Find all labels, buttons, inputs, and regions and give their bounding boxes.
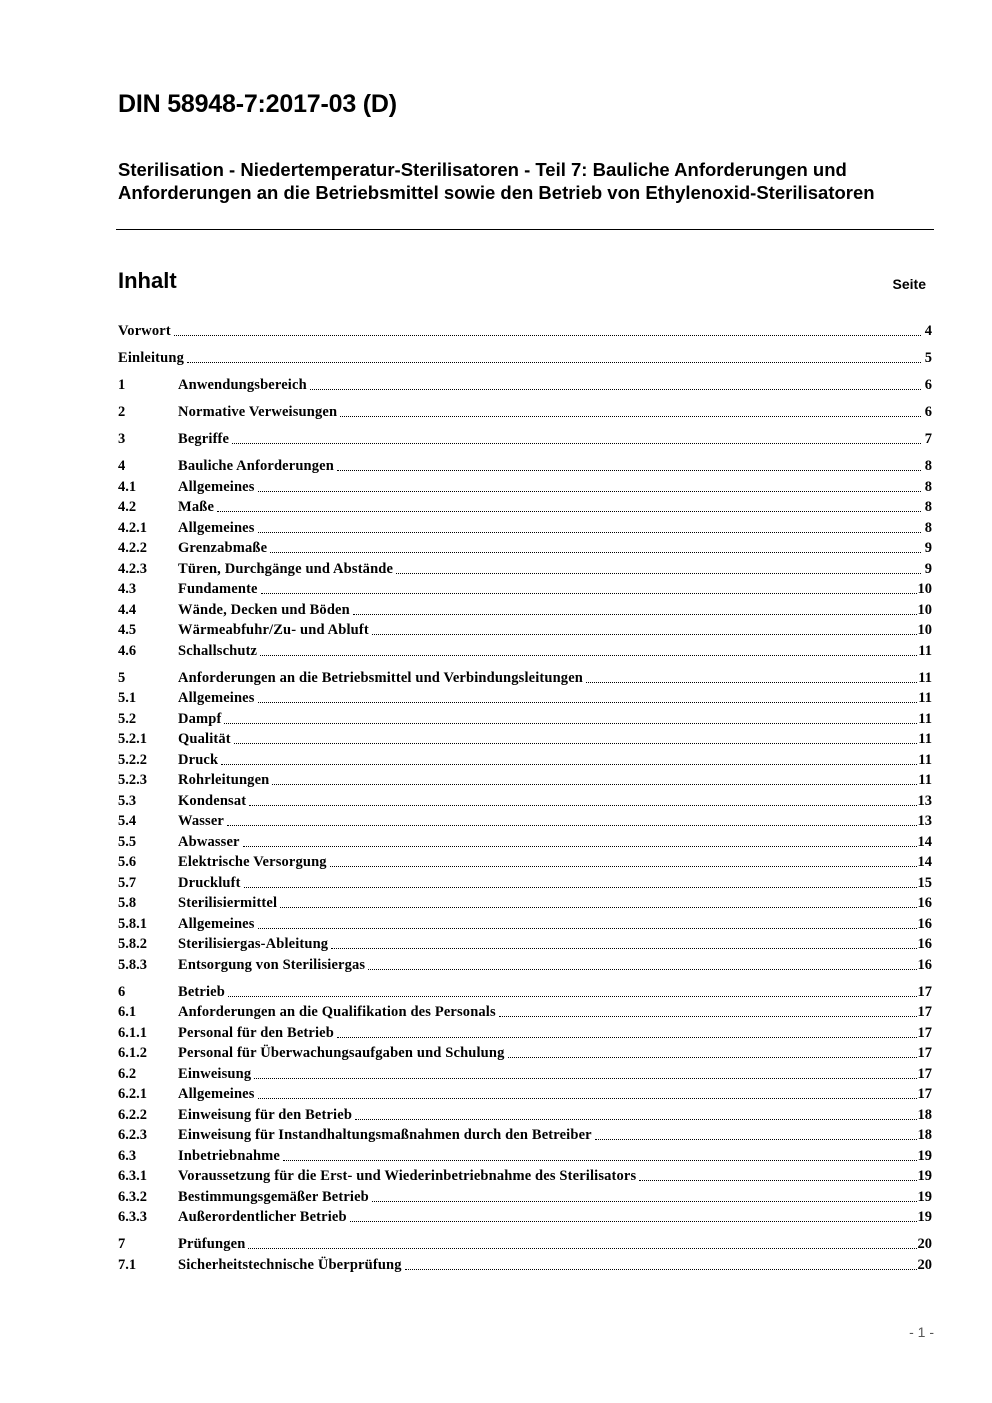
toc-entry-page: 5 bbox=[924, 350, 932, 366]
toc-entry-page: 10 bbox=[917, 601, 932, 618]
toc-entry-number: 2 bbox=[118, 404, 126, 420]
toc-entry[interactable] bbox=[118, 348, 932, 368]
toc-entry[interactable] bbox=[118, 402, 932, 422]
toc-entry-number: 4.2.3 bbox=[118, 560, 147, 577]
toc-entry-title: Qualität bbox=[178, 731, 231, 747]
toc-entry[interactable] bbox=[118, 873, 932, 893]
toc-entry-title: Vorwort bbox=[118, 323, 171, 339]
toc-entry-page: 10 bbox=[917, 622, 932, 638]
toc-entry-page: 4 bbox=[924, 323, 932, 339]
document-title: DIN 58948-7:2017-03 (D) bbox=[118, 90, 397, 118]
toc-entry-page: 7 bbox=[924, 431, 932, 447]
toc-entry-number: 4.4 bbox=[118, 601, 137, 618]
toc-entry-page: 6 bbox=[924, 404, 932, 420]
toc-entry-title: Rohrleitungen bbox=[178, 772, 270, 788]
toc-entry[interactable] bbox=[118, 709, 932, 729]
toc-entry-title: Kondensat bbox=[178, 792, 247, 809]
toc-entry[interactable] bbox=[118, 852, 932, 872]
toc-entry-title: Sterilisiermittel bbox=[178, 895, 278, 911]
toc-entry-number: 5.4 bbox=[118, 813, 137, 829]
toc-leader-dots bbox=[232, 442, 921, 444]
toc-entry-title: Normative Verweisungen bbox=[178, 404, 338, 420]
toc-entry-page: 16 bbox=[917, 936, 932, 952]
toc-entry[interactable] bbox=[118, 832, 932, 852]
toc-entry[interactable] bbox=[118, 1146, 932, 1166]
toc-entry[interactable] bbox=[118, 538, 932, 558]
toc-entry-title: Voraussetzung für die Erst- und Wiederinbetriebnahme des Sterilisators bbox=[178, 1168, 637, 1184]
toc-entry-title: Inbetriebnahme bbox=[178, 1147, 280, 1164]
toc-entry-title: Wasser bbox=[178, 813, 225, 829]
toc-entry-number: 5 bbox=[118, 669, 126, 686]
toc-leader-dots bbox=[270, 551, 921, 553]
toc-entry-number: 5.8 bbox=[118, 895, 137, 911]
toc-leader-dots bbox=[340, 415, 921, 417]
toc-entry-page: 19 bbox=[917, 1147, 932, 1164]
toc-entry-page: 17 bbox=[917, 1065, 932, 1082]
toc-entry-page: 11 bbox=[918, 669, 932, 686]
toc-leader-dots bbox=[499, 1015, 917, 1017]
toc-entry-title: Betrieb bbox=[178, 983, 225, 1000]
toc-entry-title: Prüfungen bbox=[178, 1236, 246, 1252]
toc-entry-title: Außerordentlicher Betrieb bbox=[178, 1209, 347, 1225]
toc-entry[interactable] bbox=[118, 1023, 932, 1043]
toc-entry-page: 10 bbox=[917, 581, 932, 597]
document-subtitle: Sterilisation - Niedertemperatur-Sterilisatoren - Teil 7: Bauliche Anforderungen und Anforderungen an die Betriebsmittel sowie den Betrieb von Ethylenoxid-Sterilisatoren bbox=[118, 159, 875, 203]
toc-entry-title: Einweisung für Instandhaltungsmaßnahmen durch den Betreiber bbox=[178, 1127, 592, 1143]
toc-entry[interactable] bbox=[118, 982, 932, 1002]
toc-entry-number: 3 bbox=[118, 431, 126, 447]
toc-entry[interactable] bbox=[118, 1043, 932, 1063]
toc-entry-page: 13 bbox=[917, 813, 932, 829]
toc-entry-page: 18 bbox=[917, 1127, 932, 1143]
toc-entry-number: 4.1 bbox=[118, 478, 137, 495]
toc-entry-number: 6.1.1 bbox=[118, 1024, 147, 1041]
toc-entry[interactable] bbox=[118, 456, 932, 476]
toc-entry-page: 11 bbox=[918, 731, 932, 747]
toc-entry[interactable] bbox=[118, 1207, 932, 1227]
toc-leader-dots bbox=[234, 742, 918, 744]
toc-leader-dots bbox=[355, 1118, 916, 1120]
toc-entry-page: 9 bbox=[924, 560, 932, 577]
toc-entry-title: Personal für den Betrieb bbox=[178, 1024, 334, 1041]
toc-leader-dots bbox=[248, 1247, 916, 1249]
toc-leader-dots bbox=[221, 763, 917, 765]
toc-entry-page: 20 bbox=[917, 1236, 932, 1252]
toc-leader-dots bbox=[260, 654, 917, 656]
toc-entry-page: 9 bbox=[924, 540, 932, 556]
toc-entry[interactable] bbox=[118, 1084, 932, 1104]
toc-entry-number: 4.5 bbox=[118, 622, 137, 638]
toc-leader-dots bbox=[372, 633, 917, 635]
toc-entry[interactable] bbox=[118, 1125, 932, 1145]
toc-entry[interactable] bbox=[118, 729, 932, 749]
toc-entry-title: Fundamente bbox=[178, 581, 258, 597]
toc-entry-title: Entsorgung von Sterilisiergas bbox=[178, 956, 366, 973]
toc-entry-page: 17 bbox=[917, 1045, 932, 1061]
toc-entry-number: 4.2.1 bbox=[118, 519, 147, 536]
toc-entry-title: Personal für Überwachungsaufgaben und Schulung bbox=[178, 1045, 505, 1061]
toc-entry-number: 4 bbox=[118, 458, 126, 474]
toc-leader-dots bbox=[258, 1097, 917, 1099]
toc-entry[interactable] bbox=[118, 811, 932, 831]
toc-entry-page: 11 bbox=[918, 690, 932, 706]
contents-heading: Inhalt bbox=[118, 268, 177, 293]
toc-entry[interactable] bbox=[118, 518, 932, 538]
toc-entry-title: Druckluft bbox=[178, 874, 241, 891]
toc-entry[interactable] bbox=[118, 600, 932, 620]
toc-entry[interactable] bbox=[118, 1064, 932, 1084]
toc-entry-page: 15 bbox=[917, 874, 932, 891]
toc-entry-title: Sterilisiergas-Ableitung bbox=[178, 936, 329, 952]
toc-leader-dots bbox=[283, 1159, 917, 1161]
toc-entry-number: 6.2.3 bbox=[118, 1127, 147, 1143]
toc-leader-dots bbox=[350, 1220, 917, 1222]
toc-entry-page: 6 bbox=[924, 377, 932, 393]
toc-entry-number: 5.2.1 bbox=[118, 731, 147, 747]
toc-entry-page: 8 bbox=[924, 458, 932, 474]
toc-entry-title: Abwasser bbox=[178, 833, 240, 850]
toc-entry-number: 6.2.2 bbox=[118, 1106, 147, 1123]
toc-entry-title: Sicherheitstechnische Überprüfung bbox=[178, 1256, 402, 1273]
toc-entry[interactable] bbox=[118, 321, 932, 341]
toc-entry-number: 5.2.3 bbox=[118, 772, 147, 788]
toc-entry-title: Bauliche Anforderungen bbox=[178, 458, 334, 474]
toc-entry-page: 20 bbox=[917, 1256, 932, 1273]
toc-entry-number: 4.2.2 bbox=[118, 540, 147, 556]
toc-entry-number: 5.5 bbox=[118, 833, 137, 850]
toc-entry-number: 5.8.3 bbox=[118, 956, 147, 973]
toc-entry-title: Allgemeines bbox=[178, 915, 255, 932]
toc-entry-number: 5.6 bbox=[118, 854, 137, 870]
toc-entry-page: 14 bbox=[917, 833, 932, 850]
toc-entry-number: 5.2 bbox=[118, 710, 137, 727]
toc-entry-title: Einleitung bbox=[118, 350, 184, 366]
toc-entry[interactable] bbox=[118, 429, 932, 449]
toc-entry-page: 17 bbox=[917, 1004, 932, 1020]
toc-leader-dots bbox=[244, 886, 917, 888]
toc-entry-page: 11 bbox=[918, 751, 932, 768]
toc-leader-dots bbox=[224, 722, 917, 724]
toc-leader-dots bbox=[368, 968, 916, 970]
toc-entry[interactable] bbox=[118, 1187, 932, 1207]
toc-entry-title: Allgemeines bbox=[178, 1086, 255, 1102]
toc-entry[interactable] bbox=[118, 791, 932, 811]
toc-entry[interactable] bbox=[118, 893, 932, 913]
toc-entry-page: 11 bbox=[918, 642, 932, 659]
toc-entry-page: 19 bbox=[917, 1209, 932, 1225]
toc-entry-number: 5.2.2 bbox=[118, 751, 147, 768]
toc-entry-number: 6.1 bbox=[118, 1004, 137, 1020]
toc-leader-dots bbox=[639, 1179, 916, 1181]
toc-entry-number: 7 bbox=[118, 1236, 126, 1252]
toc-leader-dots bbox=[595, 1138, 917, 1140]
toc-entry[interactable] bbox=[118, 1255, 932, 1275]
toc-leader-dots bbox=[586, 681, 917, 683]
toc-entry-page: 16 bbox=[917, 956, 932, 973]
toc-entry[interactable] bbox=[118, 477, 932, 497]
toc-entry[interactable] bbox=[118, 750, 932, 770]
toc-entry-title: Allgemeines bbox=[178, 478, 255, 495]
toc-entry-number: 6.3.1 bbox=[118, 1168, 147, 1184]
toc-leader-dots bbox=[217, 510, 921, 512]
toc-leader-dots bbox=[353, 613, 917, 615]
toc-entry-page: 13 bbox=[917, 792, 932, 809]
toc-entry-title: Elektrische Versorgung bbox=[178, 854, 327, 870]
toc-entry-number: 6.2 bbox=[118, 1065, 137, 1082]
toc-entry-title: Schallschutz bbox=[178, 642, 258, 659]
toc-entry-page: 19 bbox=[917, 1188, 932, 1205]
toc-entry-title: Anwendungsbereich bbox=[178, 377, 307, 393]
toc-entry[interactable] bbox=[118, 668, 932, 688]
toc-entry[interactable] bbox=[118, 688, 932, 708]
toc-leader-dots bbox=[249, 804, 916, 806]
toc-entry-page: 8 bbox=[924, 499, 932, 515]
toc-entry-title: Dampf bbox=[178, 710, 222, 727]
toc-leader-dots bbox=[261, 592, 917, 594]
toc-entry-number: 4.3 bbox=[118, 581, 137, 597]
toc-leader-dots bbox=[243, 845, 917, 847]
toc-entry[interactable] bbox=[118, 914, 932, 934]
toc-leader-dots bbox=[174, 334, 921, 336]
toc-entry[interactable] bbox=[118, 641, 932, 661]
toc-entry-number: 5.1 bbox=[118, 690, 137, 706]
toc-leader-dots bbox=[228, 995, 917, 997]
toc-leader-dots bbox=[372, 1200, 917, 1202]
toc-entry-title: Türen, Durchgänge und Abstände bbox=[178, 560, 394, 577]
toc-entry[interactable] bbox=[118, 934, 932, 954]
toc-leader-dots bbox=[337, 1036, 917, 1038]
toc-entry-title: Allgemeines bbox=[178, 690, 255, 706]
toc-entry-title: Allgemeines bbox=[178, 519, 255, 536]
toc-entry-number: 4.6 bbox=[118, 642, 137, 659]
toc-entry-page: 16 bbox=[917, 915, 932, 932]
toc-entry-number: 4.2 bbox=[118, 499, 137, 515]
toc-leader-dots bbox=[258, 531, 921, 533]
toc-entry[interactable] bbox=[118, 1002, 932, 1022]
toc-entry-number: 6.1.2 bbox=[118, 1045, 147, 1061]
toc-entry-title: Wärmeabfuhr/Zu- und Abluft bbox=[178, 622, 369, 638]
toc-entry-page: 17 bbox=[917, 1086, 932, 1102]
toc-entry-page: 11 bbox=[918, 772, 932, 788]
title-divider bbox=[116, 229, 934, 230]
toc-entry-title: Maße bbox=[178, 499, 215, 515]
toc-entry-number: 6.3.2 bbox=[118, 1188, 147, 1205]
page-number: - 1 - bbox=[909, 1324, 934, 1340]
toc-entry-page: 16 bbox=[917, 895, 932, 911]
toc-entry-title: Bestimmungsgemäßer Betrieb bbox=[178, 1188, 369, 1205]
toc-leader-dots bbox=[405, 1268, 917, 1270]
toc-entry[interactable] bbox=[118, 1234, 932, 1254]
toc-entry-number: 7.1 bbox=[118, 1256, 137, 1273]
toc-entry-page: 11 bbox=[918, 710, 932, 727]
toc-entry-title: Grenzabmaße bbox=[178, 540, 268, 556]
toc-entry[interactable] bbox=[118, 770, 932, 790]
toc-entry-title: Wände, Decken und Böden bbox=[178, 601, 350, 618]
toc-entry[interactable] bbox=[118, 559, 932, 579]
toc-entry[interactable] bbox=[118, 1166, 932, 1186]
toc-entry-page: 17 bbox=[917, 1024, 932, 1041]
toc-entry-title: Einweisung für den Betrieb bbox=[178, 1106, 353, 1123]
toc-entry-number: 6.3.3 bbox=[118, 1209, 147, 1225]
toc-entry-page: 8 bbox=[924, 478, 932, 495]
toc-entry-page: 8 bbox=[924, 519, 932, 536]
toc-entry-title: Anforderungen an die Betriebsmittel und Verbindungsleitungen bbox=[178, 669, 583, 686]
toc-entry[interactable] bbox=[118, 620, 932, 640]
toc-leader-dots bbox=[330, 865, 917, 867]
toc-entry-number: 6.2.1 bbox=[118, 1086, 147, 1102]
toc-entry[interactable] bbox=[118, 497, 932, 517]
toc-entry-title: Begriffe bbox=[178, 431, 230, 447]
toc-entry-number: 6.3 bbox=[118, 1147, 137, 1164]
toc-entry-number: 5.7 bbox=[118, 874, 137, 891]
toc-leader-dots bbox=[272, 783, 917, 785]
toc-leader-dots bbox=[227, 824, 916, 826]
toc-entry-number: 5.3 bbox=[118, 792, 137, 809]
toc-leader-dots bbox=[396, 572, 921, 574]
toc-leader-dots bbox=[331, 947, 916, 949]
toc-leader-dots bbox=[310, 388, 921, 390]
toc-entry-number: 6 bbox=[118, 983, 126, 1000]
toc-entry-page: 14 bbox=[917, 854, 932, 870]
toc-entry[interactable] bbox=[118, 1105, 932, 1125]
toc-entry-page: 19 bbox=[917, 1168, 932, 1184]
toc-entry[interactable] bbox=[118, 955, 932, 975]
toc-entry-page: 18 bbox=[917, 1106, 932, 1123]
page-column-label: Seite bbox=[892, 276, 926, 292]
toc-entry-number: 5.8.1 bbox=[118, 915, 147, 932]
toc-entry[interactable] bbox=[118, 375, 932, 395]
toc-leader-dots bbox=[508, 1056, 917, 1058]
toc-entry-number: 5.8.2 bbox=[118, 936, 147, 952]
toc-entry-page: 17 bbox=[917, 983, 932, 1000]
toc-leader-dots bbox=[258, 701, 918, 703]
toc-entry-number: 1 bbox=[118, 377, 126, 393]
toc-leader-dots bbox=[280, 906, 916, 908]
toc-entry[interactable] bbox=[118, 579, 932, 599]
toc-entry-title: Anforderungen an die Qualifikation des Personals bbox=[178, 1004, 496, 1020]
toc-leader-dots bbox=[258, 490, 921, 492]
toc-leader-dots bbox=[254, 1077, 916, 1079]
toc-leader-dots bbox=[337, 469, 921, 471]
toc-entry-title: Einweisung bbox=[178, 1065, 252, 1082]
toc-entry-title: Druck bbox=[178, 751, 219, 768]
toc-leader-dots bbox=[187, 361, 921, 363]
toc-leader-dots bbox=[258, 927, 917, 929]
